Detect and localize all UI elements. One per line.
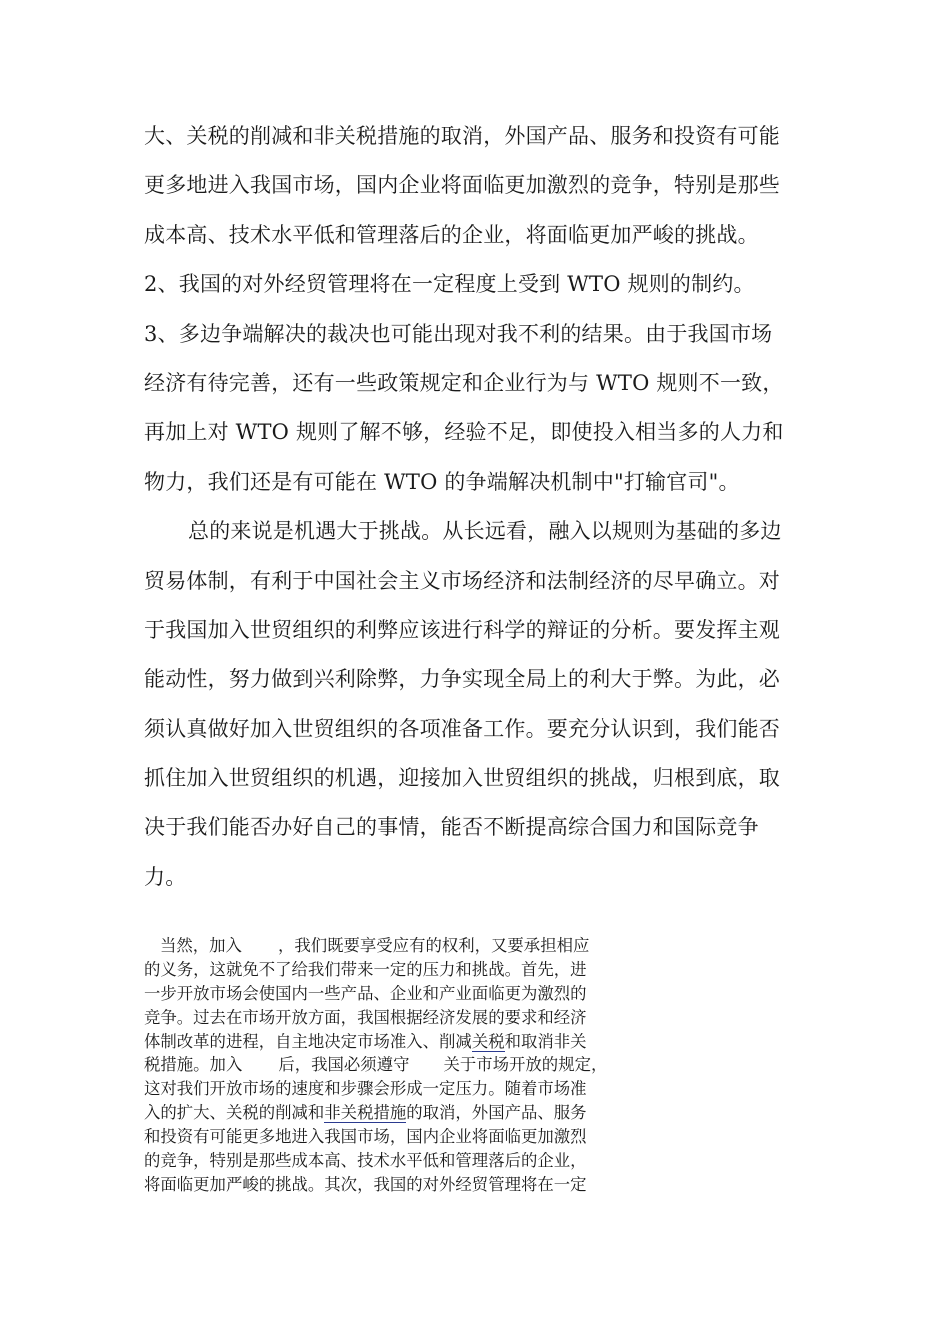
summary-paragraph-start: 总的来说是机遇大于挑战。从长远看，融入以规则为基础的多边 (188, 519, 782, 544)
text-line: 经济有待完善，还有一些政策规定和企业行为与 WTO 规则不一致， (144, 370, 784, 395)
text-line: 大、关税的削减和非关税措施的取消，外国产品、服务和投资有可能 (144, 124, 780, 148)
excerpt-text: ，我们既要享受应有的权利，又要承担相应 (277, 936, 590, 955)
text-line: 贸易体制，有利于中国社会主义市场经济和法制经济的尽早确立。对 (144, 568, 780, 593)
list-item-3: 3、多边争端解决的裁决也可能出现对我不利的结果。由于我国市场 (144, 321, 773, 346)
excerpt-line: 一步开放市场会使国内一些产品、企业和产业面临更为激烈的 (144, 983, 587, 1003)
excerpt-line: 的竞争，特别是那些成本高、技术水平低和管理落后的企业， (144, 1151, 587, 1171)
excerpt-text: 税措施。加入 (144, 1055, 243, 1075)
excerpt-text: 后，我国必须遵守 (278, 1055, 410, 1075)
list-item-2: 2、我国的对外经贸管理将在一定程度上受到 WTO 规则的制约。 (144, 272, 755, 297)
non-tariff-measures-link[interactable]: 非关税措施 (324, 1103, 407, 1123)
text-line: 于我国加入世贸组织的利弊应该进行科学的辩证的分析。要发挥主观 (144, 617, 780, 642)
excerpt-line (144, 1053, 674, 1077)
excerpt-line: 的义务，这就免不了给我们带来一定的压力和挑战。首先，进 (144, 959, 587, 979)
excerpt-paragraph (144, 934, 674, 1197)
text-line: 成本高、技术水平低和管理落后的企业，将面临更加严峻的挑战。 (144, 222, 759, 247)
text-line: 抓住加入世贸组织的机遇，迎接加入世贸组织的挑战，归根到底，取 (144, 766, 780, 791)
text-line: 须认真做好加入世贸组织的各项准备工作。要充分认识到，我们能否 (144, 716, 780, 741)
text-line: 更多地进入我国市场，国内企业将面临更加激烈的竞争，特别是那些 (144, 173, 780, 198)
excerpt-text: 当然，加入 (160, 936, 242, 955)
excerpt-line: 和投资有可能更多地进入我国市场，国内企业将面临更加激烈 (144, 1127, 587, 1147)
text-line: 再加上对 WTO 规则了解不够，经验不足，即使投入相当多的人力和 (144, 420, 784, 445)
excerpt-line (144, 934, 674, 958)
excerpt-text: 和取消非关 (504, 1031, 587, 1051)
excerpt-line: 将面临更加严峻的挑战。其次，我国的对外经贸管理将在一定 (144, 1174, 587, 1194)
excerpt-line (144, 1030, 674, 1054)
text-line: 力。 (144, 864, 187, 889)
excerpt-line: 这对我们开放市场的速度和步骤会形成一定压力。随着市场准 (144, 1079, 587, 1099)
text-line: 决于我们能否办好自己的事情，能否不断提高综合国力和国际竞争 (144, 815, 759, 840)
tariff-link[interactable]: 关税 (471, 1031, 505, 1051)
excerpt-line (144, 1101, 674, 1125)
excerpt-text: 入的扩大、关税的削减和 (144, 1103, 325, 1123)
excerpt-text: 的取消，外国产品、服务 (406, 1103, 587, 1123)
main-body-text (144, 112, 810, 902)
text-line: 能动性，努力做到兴利除弊，力争实现全局上的利大于弊。为此，必 (144, 667, 780, 692)
text-line: 物力，我们还是有可能在 WTO 的争端解决机制中"打输官司"。 (144, 469, 740, 494)
excerpt-line: 竞争。过去在市场开放方面，我国根据经济发展的要求和经济 (144, 1007, 587, 1027)
excerpt-text: 体制改革的进程，自主地决定市场准入、削减 (144, 1031, 472, 1051)
excerpt-text: 关于市场开放的规定， (443, 1055, 608, 1075)
